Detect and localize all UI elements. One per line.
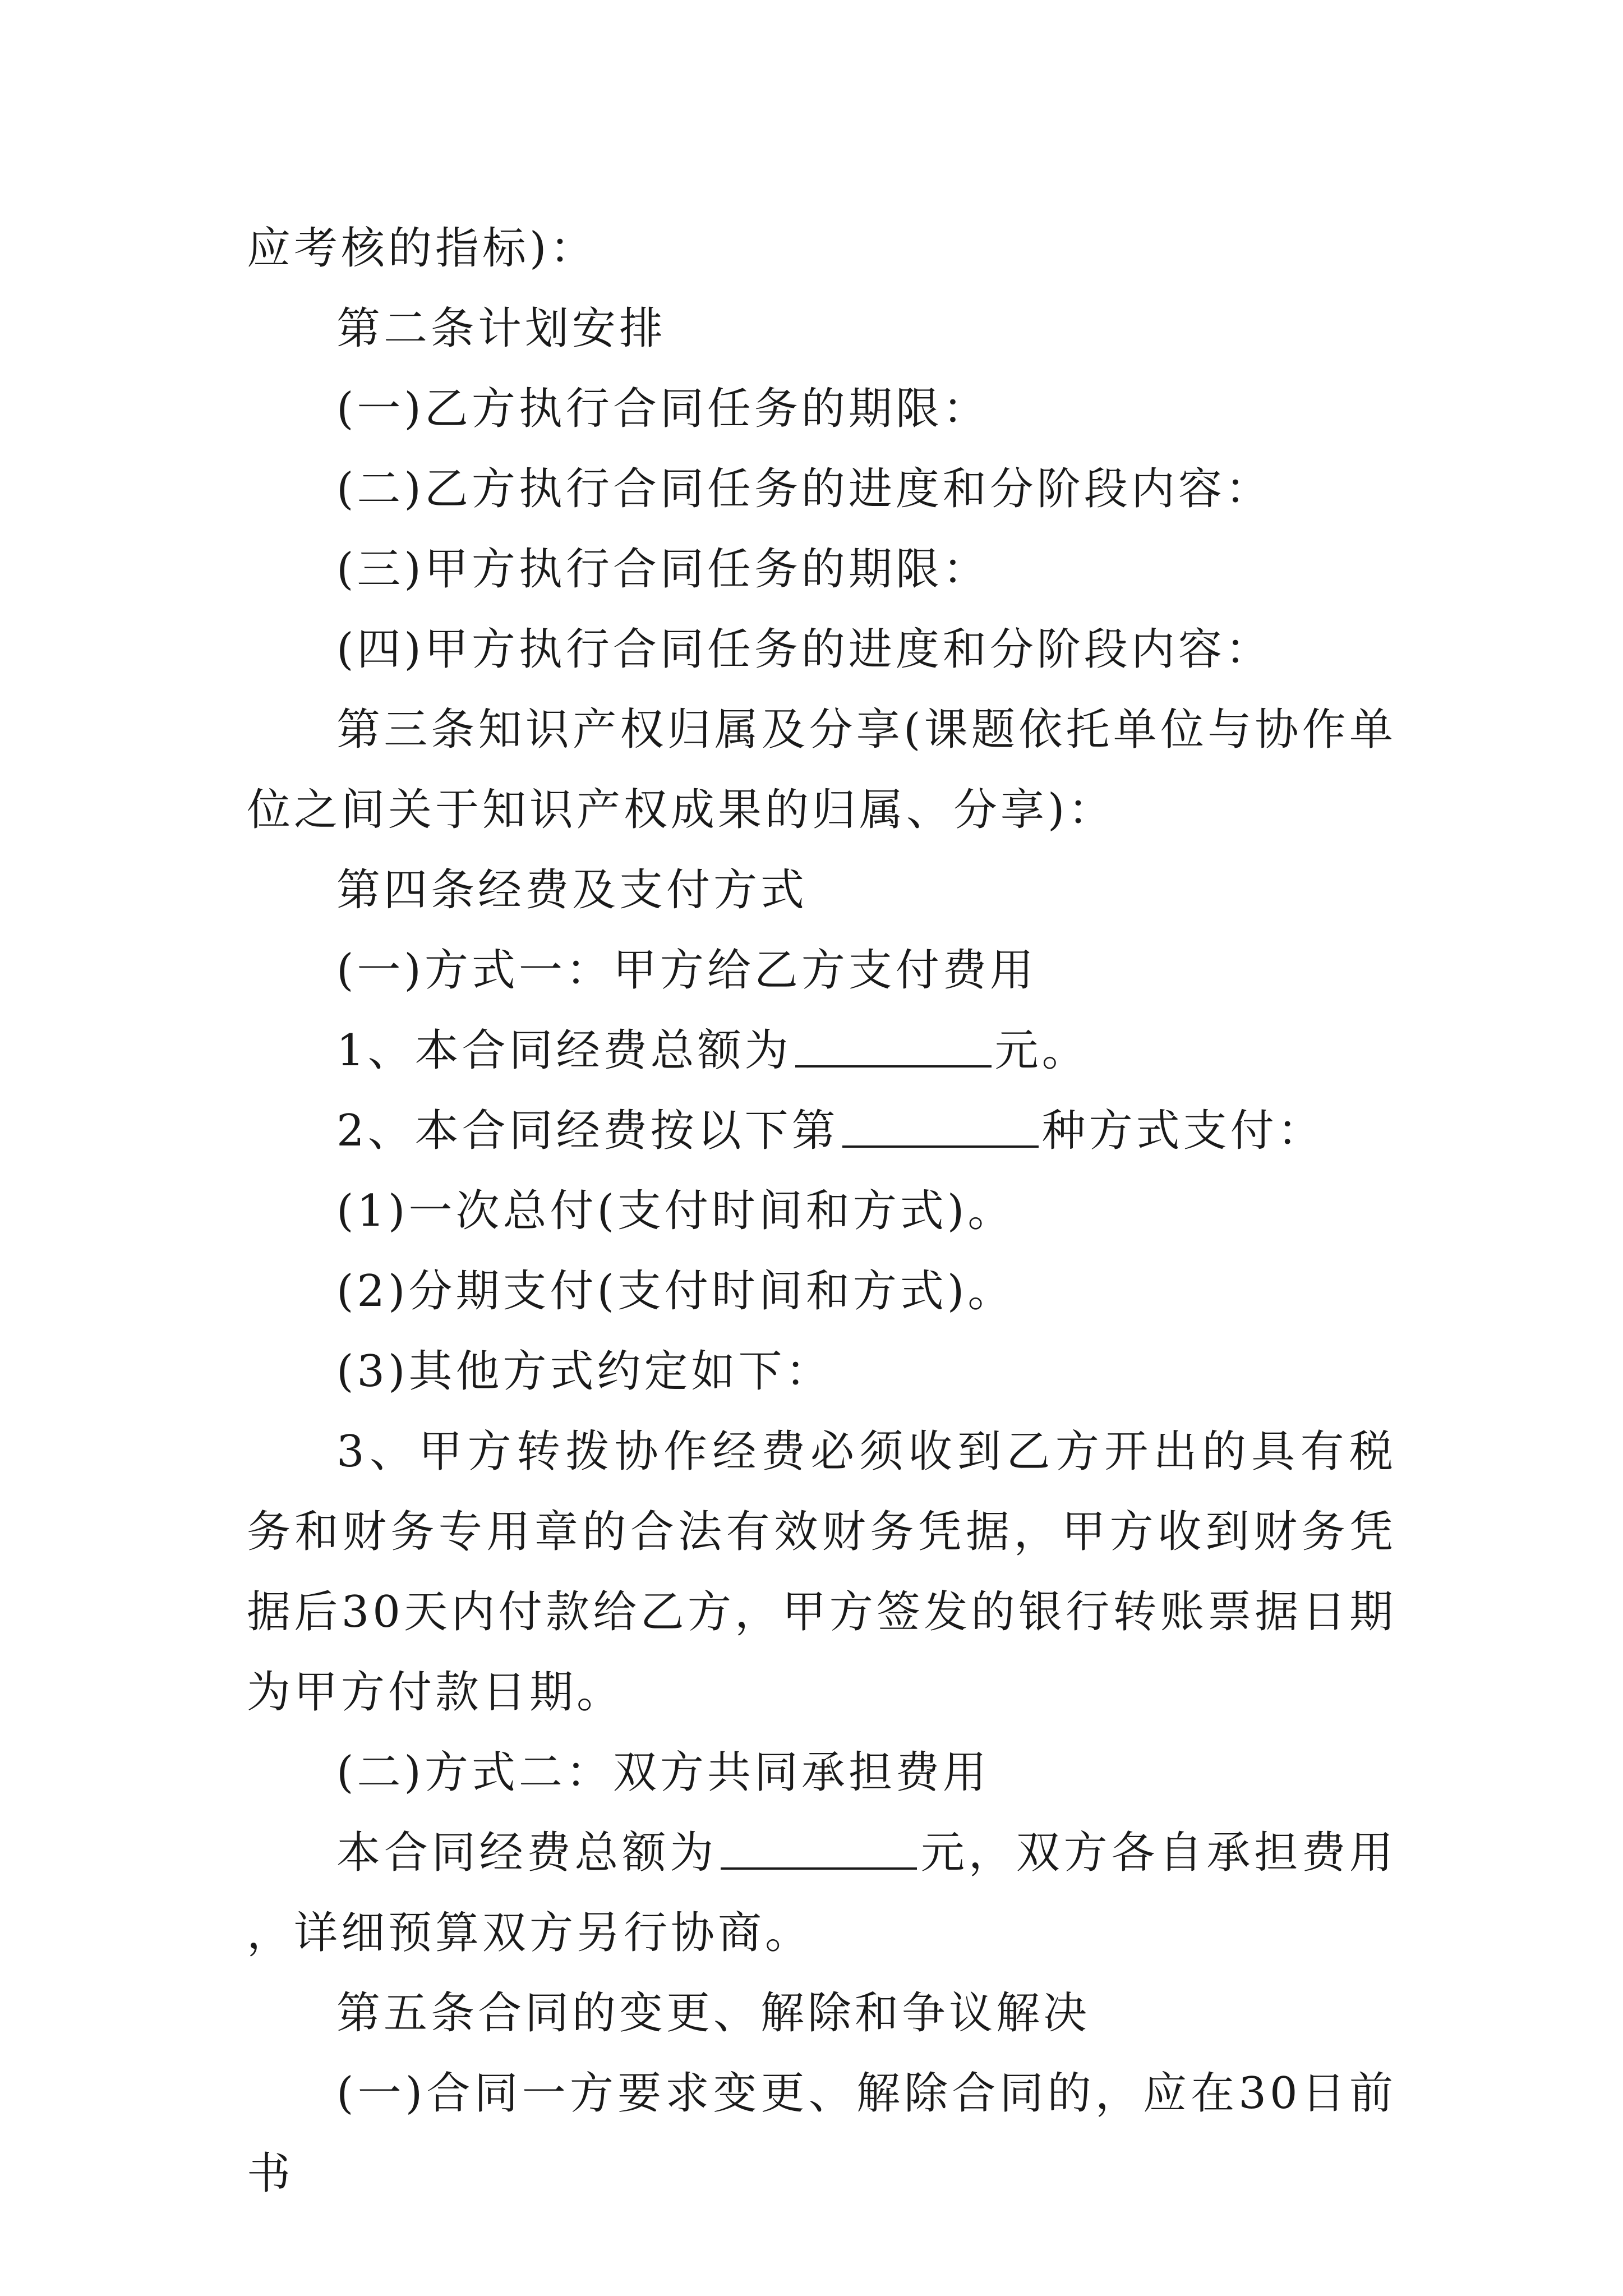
paragraph-payment-terms: 3、甲方转拨协作经费必须收到乙方开出的具有税务和财务专用章的合法有效财务凭据，甲方收到财务凭据后30天内付款给乙方，甲方签发的银行转账票据日期为甲方付款日期。 [247,1427,1396,1718]
article-4-heading: 第四条经费及支付方式 [336,865,808,915]
paragraph-2-1: (一)乙方执行合同任务的期限： [336,384,990,434]
paragraph-shared-cost-after: 元，双方各自承担费用，详细预算双方另行协商。 [247,1828,1396,1958]
amount-blank-field[interactable] [795,1065,992,1068]
paragraph-2-2: (二)乙方执行合同任务的进度和分阶段内容： [336,464,1272,514]
paragraph-payment-method-before: 2、本合同经费按以下第 [336,1106,839,1156]
paragraph-5-1: (一)合同一方要求变更、解除合同的，应在30日前书 [247,2068,1396,2199]
payment-option-1: (1)一次总付(支付时间和方式)。 [336,1186,1015,1236]
article-3-heading: 第三条知识产权归属及分享(课题依托单位与协作单位之间关于知识产权成果的归属、分享)： [247,705,1396,835]
paragraph-payment-method [247,1091,1396,1171]
paragraph-indicator-continuation: 应考核的指标)： [247,223,597,274]
paragraph-shared-cost [247,1813,1396,1973]
paragraph-total-amount [247,1011,1396,1091]
document-body [247,209,1396,2214]
paragraph-4-2: (二)方式二：双方共同承担费用 [336,1747,990,1798]
payment-option-3: (3)其他方式约定如下： [336,1346,833,1397]
shared-amount-blank-field[interactable] [721,1867,917,1870]
method-number-blank-field[interactable] [842,1145,1039,1148]
paragraph-2-4: (四)甲方执行合同任务的进度和分阶段内容： [336,624,1272,675]
article-5-heading: 第五条合同的变更、解除和争议解决 [336,1988,1091,2039]
paragraph-total-amount-before: 1、本合同经费总额为 [336,1025,792,1076]
paragraph-2-3: (三)甲方执行合同任务的期限： [336,544,990,595]
article-2-heading: 第二条计划安排 [336,303,667,354]
paragraph-shared-cost-before: 本合同经费总额为 [336,1828,718,1878]
paragraph-total-amount-after: 元。 [994,1025,1089,1076]
paragraph-payment-method-after: 种方式支付： [1041,1106,1325,1156]
paragraph-4-1: (一)方式一：甲方给乙方支付费用 [336,945,1037,996]
payment-option-2: (2)分期支付(支付时间和方式)。 [336,1266,1015,1317]
